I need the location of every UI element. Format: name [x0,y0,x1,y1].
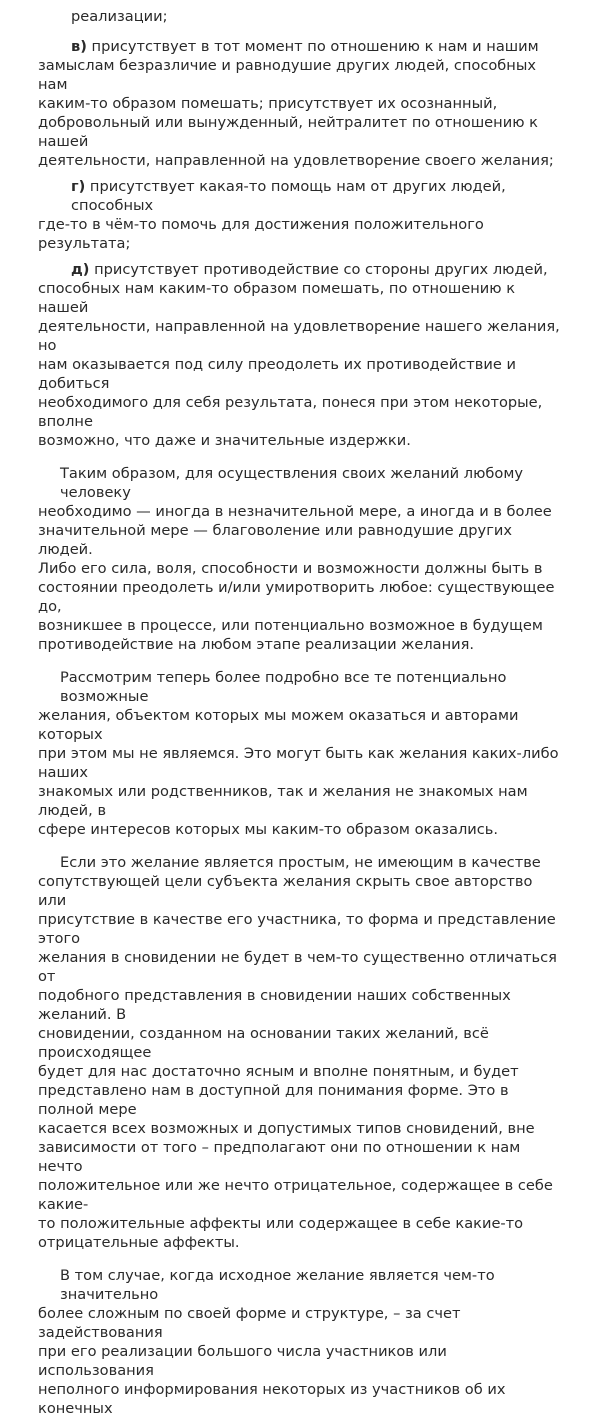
continuation-line [38,7,562,26]
paragraph-line: отрицательные аффекты. [38,1234,240,1251]
list-line: возможно, что даже и значительные издержки. [38,432,411,449]
paragraph-line: Рассмотрим теперь более подробно все те потенциально возможные [60,669,507,705]
paragraph-line: неполного информирования некоторых из участников об их конечных [38,1381,506,1417]
list-marker: в) [71,38,87,55]
paragraph-line: Таким образом, для осуществления своих желаний любому человеку [60,465,523,501]
paragraph [38,668,562,839]
list-marker: д) [71,261,90,278]
paragraph-line: положительное или же нечто отрицательное, содержащее в себе какие- [38,1177,553,1213]
paragraph-line: зависимости от того – предполагают они по отношении к нам нечто [38,1139,521,1175]
list-item-v [38,37,562,170]
paragraph-line: присутствие в качестве его участника, то форма и представление этого [38,911,556,947]
paragraph-line: подобного представления в сновидении наших собственных желаний. В [38,987,511,1023]
paragraph-line: сфере интересов которых мы каким-то образом оказались. [38,821,499,838]
paragraph-line: при его реализации большого числа участников или использования [38,1343,447,1379]
paragraph-line: сновидении, созданном на основании таких желаний, всё происходящее [38,1025,489,1061]
paragraph-line: знакомых или родственников, так и желания не знакомых нам людей, в [38,783,528,819]
list-text: присутствует противодействие со стороны других людей, [89,261,548,278]
paragraph-line: сопутствующей цели субъекта желания скрыть свое авторство или [38,873,533,909]
list-text: присутствует в тот момент по отношению к нам и нашим [86,38,539,55]
paragraph-line: возникшее в процессе, или потенциально возможное в будущем [38,617,543,634]
list-line: каким-то образом помешать; присутствует их осознанный, [38,95,498,112]
list-line: необходимого для себя результата, понеся при этом некоторые, вполне [38,394,543,430]
paragraph [38,853,562,1252]
list-line: нам оказывается под силу преодолеть их противодействие и добиться [38,356,516,392]
list-line [38,177,562,215]
list-marker: г) [71,178,86,195]
paragraph-line: Либо его сила, воля, способности и возможности должны быть в [38,560,543,577]
paragraph-line: будет для нас достаточно ясным и вполне понятным, и будет [38,1063,519,1080]
paragraph-line: более сложным по своей форме и структуре, – за счет задействования [38,1305,461,1341]
list-line [38,260,562,279]
list-line: добровольный или вынужденный, нейтралитет по отношению к нашей [38,114,538,150]
paragraph-line: желания в сновидении не будет в чем-то существенно отличаться от [38,949,557,985]
list-line: способных нам каким-то образом помешать, по отношению к нашей [38,280,516,316]
list-text: присутствует какая-то помощь нам от других людей, способных [71,178,506,214]
list-line [38,37,562,56]
paragraph-line: желания, объектом которых мы можем оказаться и авторами которых [38,707,519,743]
continuation-text: реализации; [71,8,168,25]
list-line: деятельности, направленной на удовлетворение нашего желания, но [38,318,560,354]
paragraph [38,1266,562,1418]
paragraph-line: то положительные аффекты или содержащее в себе какие-то [38,1215,524,1232]
paragraph-line: необходимо — иногда в незначительной мере, а иногда и в более [38,503,552,520]
paragraph-line: представлено нам в доступной для понимания форме. Это в полной мере [38,1082,509,1118]
list-item-g [38,177,562,253]
list-item-d [38,260,562,450]
list-line: где-то в чём-то помочь для достижения положительного результата; [38,216,484,252]
paragraph-line: значительной мере — благоволение или равнодушие других людей. [38,522,512,558]
paragraph-line: касается всех возможных и допустимых типов сновидений, вне [38,1120,535,1137]
paragraph-line: противодействие на любом этапе реализации желания. [38,636,475,653]
list-line: замыслам безразличие и равнодушие других людей, способных нам [38,57,537,93]
paragraph-line: состоянии преодолеть и/или умиротворить любое: существующее до, [38,579,555,615]
paragraph [38,464,562,654]
paragraph-line: Если это желание является простым, не имеющим в качестве [60,854,541,871]
list-line: деятельности, направленной на удовлетворение своего желания; [38,152,554,169]
paragraph-line: В том случае, когда исходное желание является чем-то значительно [60,1267,495,1303]
paragraph-line: при этом мы не являемся. Это могут быть как желания каких-либо наших [38,745,559,781]
